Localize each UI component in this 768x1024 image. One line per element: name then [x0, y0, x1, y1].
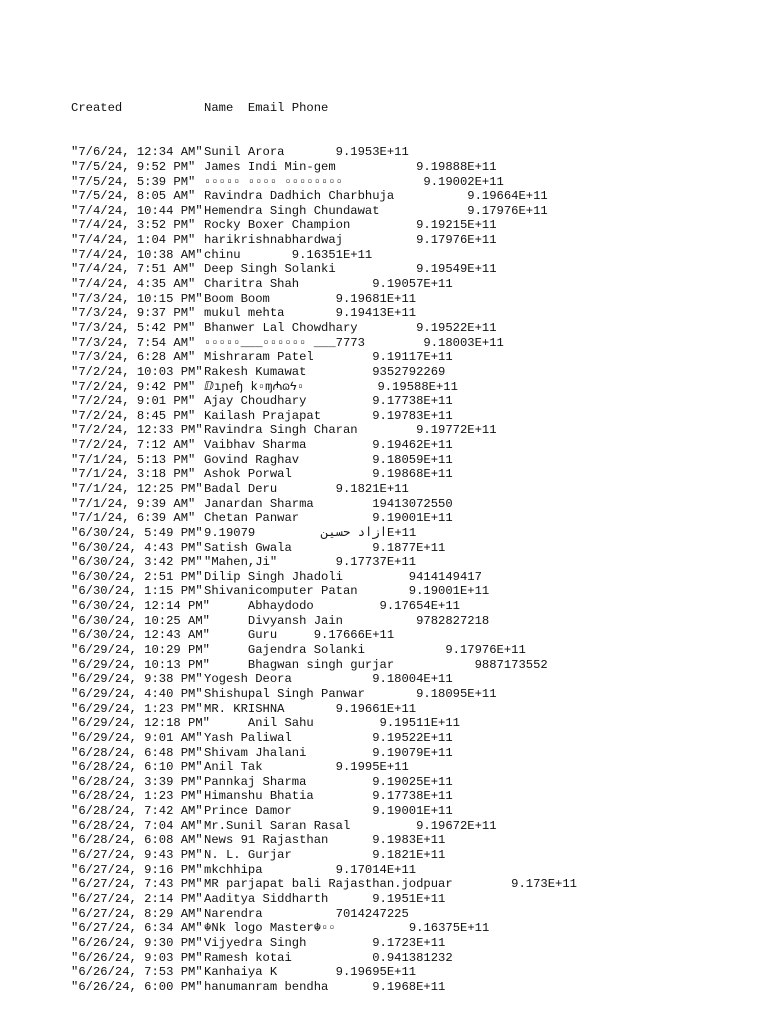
name-phone-text: Chetan Panwar 9.19001E+11: [204, 511, 453, 526]
record-row: [71, 204, 577, 219]
created-timestamp: "6/30/24, 4:43 PM": [71, 540, 203, 555]
name-phone-text: Dilip Singh Jhadoli 9414149417: [204, 569, 482, 584]
created-timestamp: "7/3/24, 6:28 AM": [71, 350, 196, 365]
name-phone-text: James Indi Min-gem 9.19888E+11: [204, 159, 497, 174]
name-phone-text: Deep Singh Solanki 9.19549E+11: [204, 262, 497, 277]
name-phone-text: Anil Tak 9.1995E+11: [204, 760, 409, 775]
record-row: [71, 233, 577, 248]
name-phone-text: "Mahen,Ji" 9.17737E+11: [204, 555, 417, 570]
name-phone-text: mukul mehta 9.19413E+11: [204, 306, 417, 321]
name-phone-text: Kailash Prajapat 9.19783E+11: [204, 408, 453, 423]
record-row: [71, 980, 577, 995]
record-row: [71, 467, 577, 482]
created-timestamp: "7/5/24, 8:05 AM": [71, 189, 196, 204]
created-timestamp: "6/28/24, 6:08 AM": [71, 833, 203, 848]
created-timestamp: "7/1/24, 5:13 PM": [71, 452, 196, 467]
created-timestamp: "7/2/24, 9:01 PM": [71, 394, 196, 409]
record-list: [71, 145, 577, 994]
created-timestamp: "7/4/24, 1:04 PM": [71, 233, 196, 248]
created-timestamp: "7/4/24, 10:38 AM": [71, 247, 203, 262]
name-phone-text: Satish Gwala 9.1877E+11: [204, 540, 446, 555]
name-phone-text: Aaditya Siddharth 9.1951E+11: [204, 891, 446, 906]
created-timestamp: "6/26/24, 7:53 PM": [71, 965, 203, 980]
name-phone-text: N. L. Gurjar 9.1821E+11: [204, 848, 446, 863]
created-timestamp: "6/29/24, 9:01 AM": [71, 730, 203, 745]
created-column-header: Created: [71, 101, 123, 116]
created-timestamp: "7/1/24, 9:39 AM": [71, 496, 196, 511]
name-phone-text: MR. KRISHNA 9.19661E+11: [204, 701, 417, 716]
record-row: [71, 848, 577, 863]
record-row: [71, 863, 577, 878]
name-phone-text: Ramesh kotai 0.941381232: [204, 950, 453, 965]
created-timestamp: "6/26/24, 6:00 PM": [71, 979, 203, 994]
record-row: [71, 702, 577, 717]
name-phone-text: chinu 9.16351E+11: [204, 247, 373, 262]
name-phone-text: Ravindra Dadhich Charbhuja 9.19664E+11: [204, 189, 548, 204]
record-row: [71, 760, 577, 775]
record-row: [71, 365, 577, 380]
created-timestamp: "7/3/24, 7:54 AM": [71, 335, 196, 350]
created-timestamp: "7/2/24, 9:42 PM": [71, 379, 196, 394]
record-row: [71, 658, 577, 673]
record-row: [71, 189, 577, 204]
record-row: [71, 775, 577, 790]
name-phone-text: Himanshu Bhatia 9.17738E+11: [204, 789, 453, 804]
name-phone-text: MR parjapat bali Rajasthan.jodpuar 9.173E+11: [204, 877, 577, 892]
created-timestamp: "6/28/24, 6:10 PM": [71, 760, 203, 775]
created-timestamp: "7/4/24, 7:51 AM": [71, 262, 196, 277]
record-row: [71, 409, 577, 424]
record-row: [71, 628, 577, 643]
name-phone-text: ⅅıɲeɧ k▫ɱ₼ɷϟ▫ 9.19588E+11: [204, 379, 458, 394]
created-timestamp: "7/2/24, 7:12 AM": [71, 438, 196, 453]
created-timestamp: "6/29/24, 4:40 PM": [71, 686, 203, 701]
created-timestamp: "6/30/24, 12:43 AM": [71, 628, 210, 643]
name-phone-text: Mishraram Patel 9.19117E+11: [204, 350, 453, 365]
record-row: [71, 438, 577, 453]
record-row: [71, 877, 577, 892]
record-row: [71, 951, 577, 966]
name-phone-text: ازاد حسین 9.19079E+11: [204, 525, 417, 540]
record-row: [71, 541, 577, 556]
created-timestamp: "6/29/24, 10:13 PM": [71, 657, 210, 672]
name-phone-text: Hemendra Singh Chundawat 9.17976E+11: [204, 203, 548, 218]
record-row: [71, 570, 577, 585]
created-timestamp: "6/26/24, 9:03 PM": [71, 950, 203, 965]
record-row: [71, 819, 577, 834]
record-row: [71, 292, 577, 307]
record-row: [71, 160, 577, 175]
created-timestamp: "6/26/24, 9:30 PM": [71, 935, 203, 950]
record-row: [71, 804, 577, 819]
created-timestamp: "6/28/24, 7:04 AM": [71, 818, 203, 833]
created-timestamp: "7/1/24, 3:18 PM": [71, 467, 196, 482]
name-phone-text: Rocky Boxer Champion 9.19215E+11: [204, 218, 497, 233]
record-row: [71, 716, 577, 731]
record-row: [71, 482, 577, 497]
name-phone-text: hanumanram bendha 9.1968E+11: [204, 979, 446, 994]
name-phone-text: Guru 9.17666E+11: [204, 628, 395, 643]
name-phone-text: ▫▫▫▫▫ ▫▫▫▫ ▫▫▫▫▫▫▫▫ 9.19002E+11: [204, 174, 504, 189]
name-phone-text: Kanhaiya K 9.19695E+11: [204, 965, 417, 980]
created-timestamp: "6/30/24, 2:51 PM": [71, 569, 203, 584]
name-phone-text: Mr.Sunil Saran Rasal 9.19672E+11: [204, 818, 497, 833]
created-timestamp: "6/29/24, 9:38 PM": [71, 672, 203, 687]
record-row: [71, 350, 577, 365]
name-phone-text: Gajendra Solanki 9.17976E+11: [204, 643, 526, 658]
name-phone-text: Janardan Sharma 19413072550: [204, 496, 453, 511]
record-row: [71, 746, 577, 761]
name-phone-text: Bhagwan singh gurjar 9887173552: [204, 657, 548, 672]
name-phone-text: Sunil Arora 9.1953E+11: [204, 145, 409, 160]
name-phone-text: Prince Damor 9.19001E+11: [204, 804, 453, 819]
created-timestamp: "6/27/24, 6:34 AM": [71, 921, 203, 936]
created-timestamp: "7/1/24, 12:25 PM": [71, 482, 203, 496]
name-phone-text: Vaibhav Sharma 9.19462E+11: [204, 438, 453, 453]
record-row: [71, 262, 577, 277]
record-row: [71, 248, 577, 263]
created-timestamp: "6/30/24, 3:42 PM": [71, 555, 203, 570]
name-phone-text: harikrishnabhardwaj 9.17976E+11: [204, 233, 497, 248]
name-phone-text: Yash Paliwal 9.19522E+11: [204, 730, 453, 745]
created-timestamp: "6/27/24, 9:16 PM": [71, 862, 203, 877]
record-row: [71, 672, 577, 687]
record-row: [71, 526, 577, 541]
name-phone-text: Badal Deru 9.1821E+11: [204, 482, 409, 496]
name-phone-text: Boom Boom 9.19681E+11: [204, 291, 417, 306]
record-row: [71, 497, 577, 512]
record-row: [71, 380, 577, 395]
record-row: [71, 584, 577, 599]
record-row: [71, 643, 577, 658]
name-phone-text: Anil Sahu 9.19511E+11: [204, 716, 460, 731]
created-timestamp: "7/3/24, 10:15 PM": [71, 291, 203, 306]
created-timestamp: "7/4/24, 3:52 PM": [71, 218, 196, 233]
name-phone-text: Charitra Shah 9.19057E+11: [204, 277, 453, 292]
created-timestamp: "7/4/24, 4:35 AM": [71, 277, 196, 292]
record-row: [71, 907, 577, 922]
created-timestamp: "6/28/24, 3:39 PM": [71, 774, 203, 789]
record-row: [71, 936, 577, 951]
name-phone-text: Divyansh Jain 9782827218: [204, 613, 490, 628]
name-phone-text: ▫▫▫▫▫___▫▫▫▫▫▫ ___7773 9.18003E+11: [204, 335, 504, 350]
name-phone-text: Abhaydodo 9.17654E+11: [204, 599, 460, 614]
record-row: [71, 394, 577, 409]
created-timestamp: "6/27/24, 7:43 PM": [71, 877, 203, 892]
name-phone-text: Yogesh Deora 9.18004E+11: [204, 672, 453, 687]
created-timestamp: "7/2/24, 8:45 PM": [71, 408, 196, 423]
name-phone-text: Ashok Porwal 9.19868E+11: [204, 467, 453, 482]
created-timestamp: "6/29/24, 10:29 PM": [71, 643, 210, 658]
record-row: [71, 306, 577, 321]
record-row: [71, 336, 577, 351]
record-row: [71, 921, 577, 936]
created-timestamp: "6/27/24, 8:29 AM": [71, 906, 203, 921]
record-row: [71, 218, 577, 233]
created-timestamp: "7/6/24, 12:34 AM": [71, 145, 203, 160]
record-row: [71, 511, 577, 526]
name-email-phone-header: Name Email Phone: [204, 101, 329, 116]
created-timestamp: "6/30/24, 12:14 PM": [71, 599, 210, 614]
created-timestamp: "6/28/24, 6:48 PM": [71, 745, 203, 760]
created-timestamp: "7/3/24, 5:42 PM": [71, 320, 196, 335]
created-timestamp: "6/29/24, 1:23 PM": [71, 701, 203, 716]
name-phone-text: Rakesh Kumawat 9352792269: [204, 364, 446, 379]
created-timestamp: "6/29/24, 12:18 PM": [71, 716, 210, 731]
created-timestamp: "7/4/24, 10:44 PM": [71, 203, 203, 218]
name-phone-text: Shivanicomputer Patan 9.19001E+11: [204, 584, 490, 599]
record-row: [71, 731, 577, 746]
header-row: [71, 101, 577, 116]
name-phone-text: Govind Raghav 9.18059E+11: [204, 452, 453, 467]
record-row: [71, 833, 577, 848]
created-timestamp: "7/2/24, 10:03 PM": [71, 364, 203, 379]
record-row: [71, 687, 577, 702]
name-phone-text: Narendra 7014247225: [204, 906, 409, 921]
record-row: [71, 789, 577, 804]
created-timestamp: "6/30/24, 5:49 PM": [71, 525, 203, 540]
name-phone-text: Bhanwer Lal Chowdhary 9.19522E+11: [204, 320, 497, 335]
record-row: [71, 321, 577, 336]
created-timestamp: "7/1/24, 6:39 AM": [71, 511, 196, 526]
name-phone-text: Shishupal Singh Panwar 9.18095E+11: [204, 686, 497, 701]
record-row: [71, 145, 577, 160]
created-timestamp: "7/2/24, 12:33 PM": [71, 423, 203, 438]
record-row: [71, 423, 577, 438]
name-phone-text: News 91 Rajasthan 9.1983E+11: [204, 833, 446, 848]
record-row: [71, 175, 577, 190]
record-row: [71, 599, 577, 614]
created-timestamp: "6/28/24, 7:42 AM": [71, 804, 203, 819]
record-row: [71, 555, 577, 570]
record-row: [71, 892, 577, 907]
name-phone-text: mkchhipa 9.17014E+11: [204, 862, 417, 877]
name-phone-text: Shivam Jhalani 9.19079E+11: [204, 745, 453, 760]
record-row: [71, 614, 577, 629]
created-timestamp: "7/5/24, 5:39 PM": [71, 174, 196, 189]
created-timestamp: "6/30/24, 10:25 AM": [71, 613, 210, 628]
created-timestamp: "6/27/24, 2:14 PM": [71, 891, 203, 906]
created-timestamp: "6/28/24, 1:23 PM": [71, 789, 203, 804]
created-timestamp: "7/5/24, 9:52 PM": [71, 159, 196, 174]
name-phone-text: Ajay Choudhary 9.17738E+11: [204, 394, 453, 409]
record-row: [71, 965, 577, 980]
record-row: [71, 277, 577, 292]
record-row: [71, 453, 577, 468]
name-phone-text: ☬Nk logo Master☬▫▫ 9.16375E+11: [204, 921, 490, 936]
name-phone-text: Pannkaj Sharma 9.19025E+11: [204, 774, 453, 789]
created-timestamp: "7/3/24, 9:37 PM": [71, 306, 196, 321]
created-timestamp: "6/30/24, 1:15 PM": [71, 584, 203, 599]
name-phone-text: Vijyedra Singh 9.1723E+11: [204, 935, 446, 950]
name-phone-text: Ravindra Singh Charan 9.19772E+11: [204, 423, 497, 438]
text-document: [71, 72, 577, 1009]
created-timestamp: "6/27/24, 9:43 PM": [71, 848, 203, 863]
